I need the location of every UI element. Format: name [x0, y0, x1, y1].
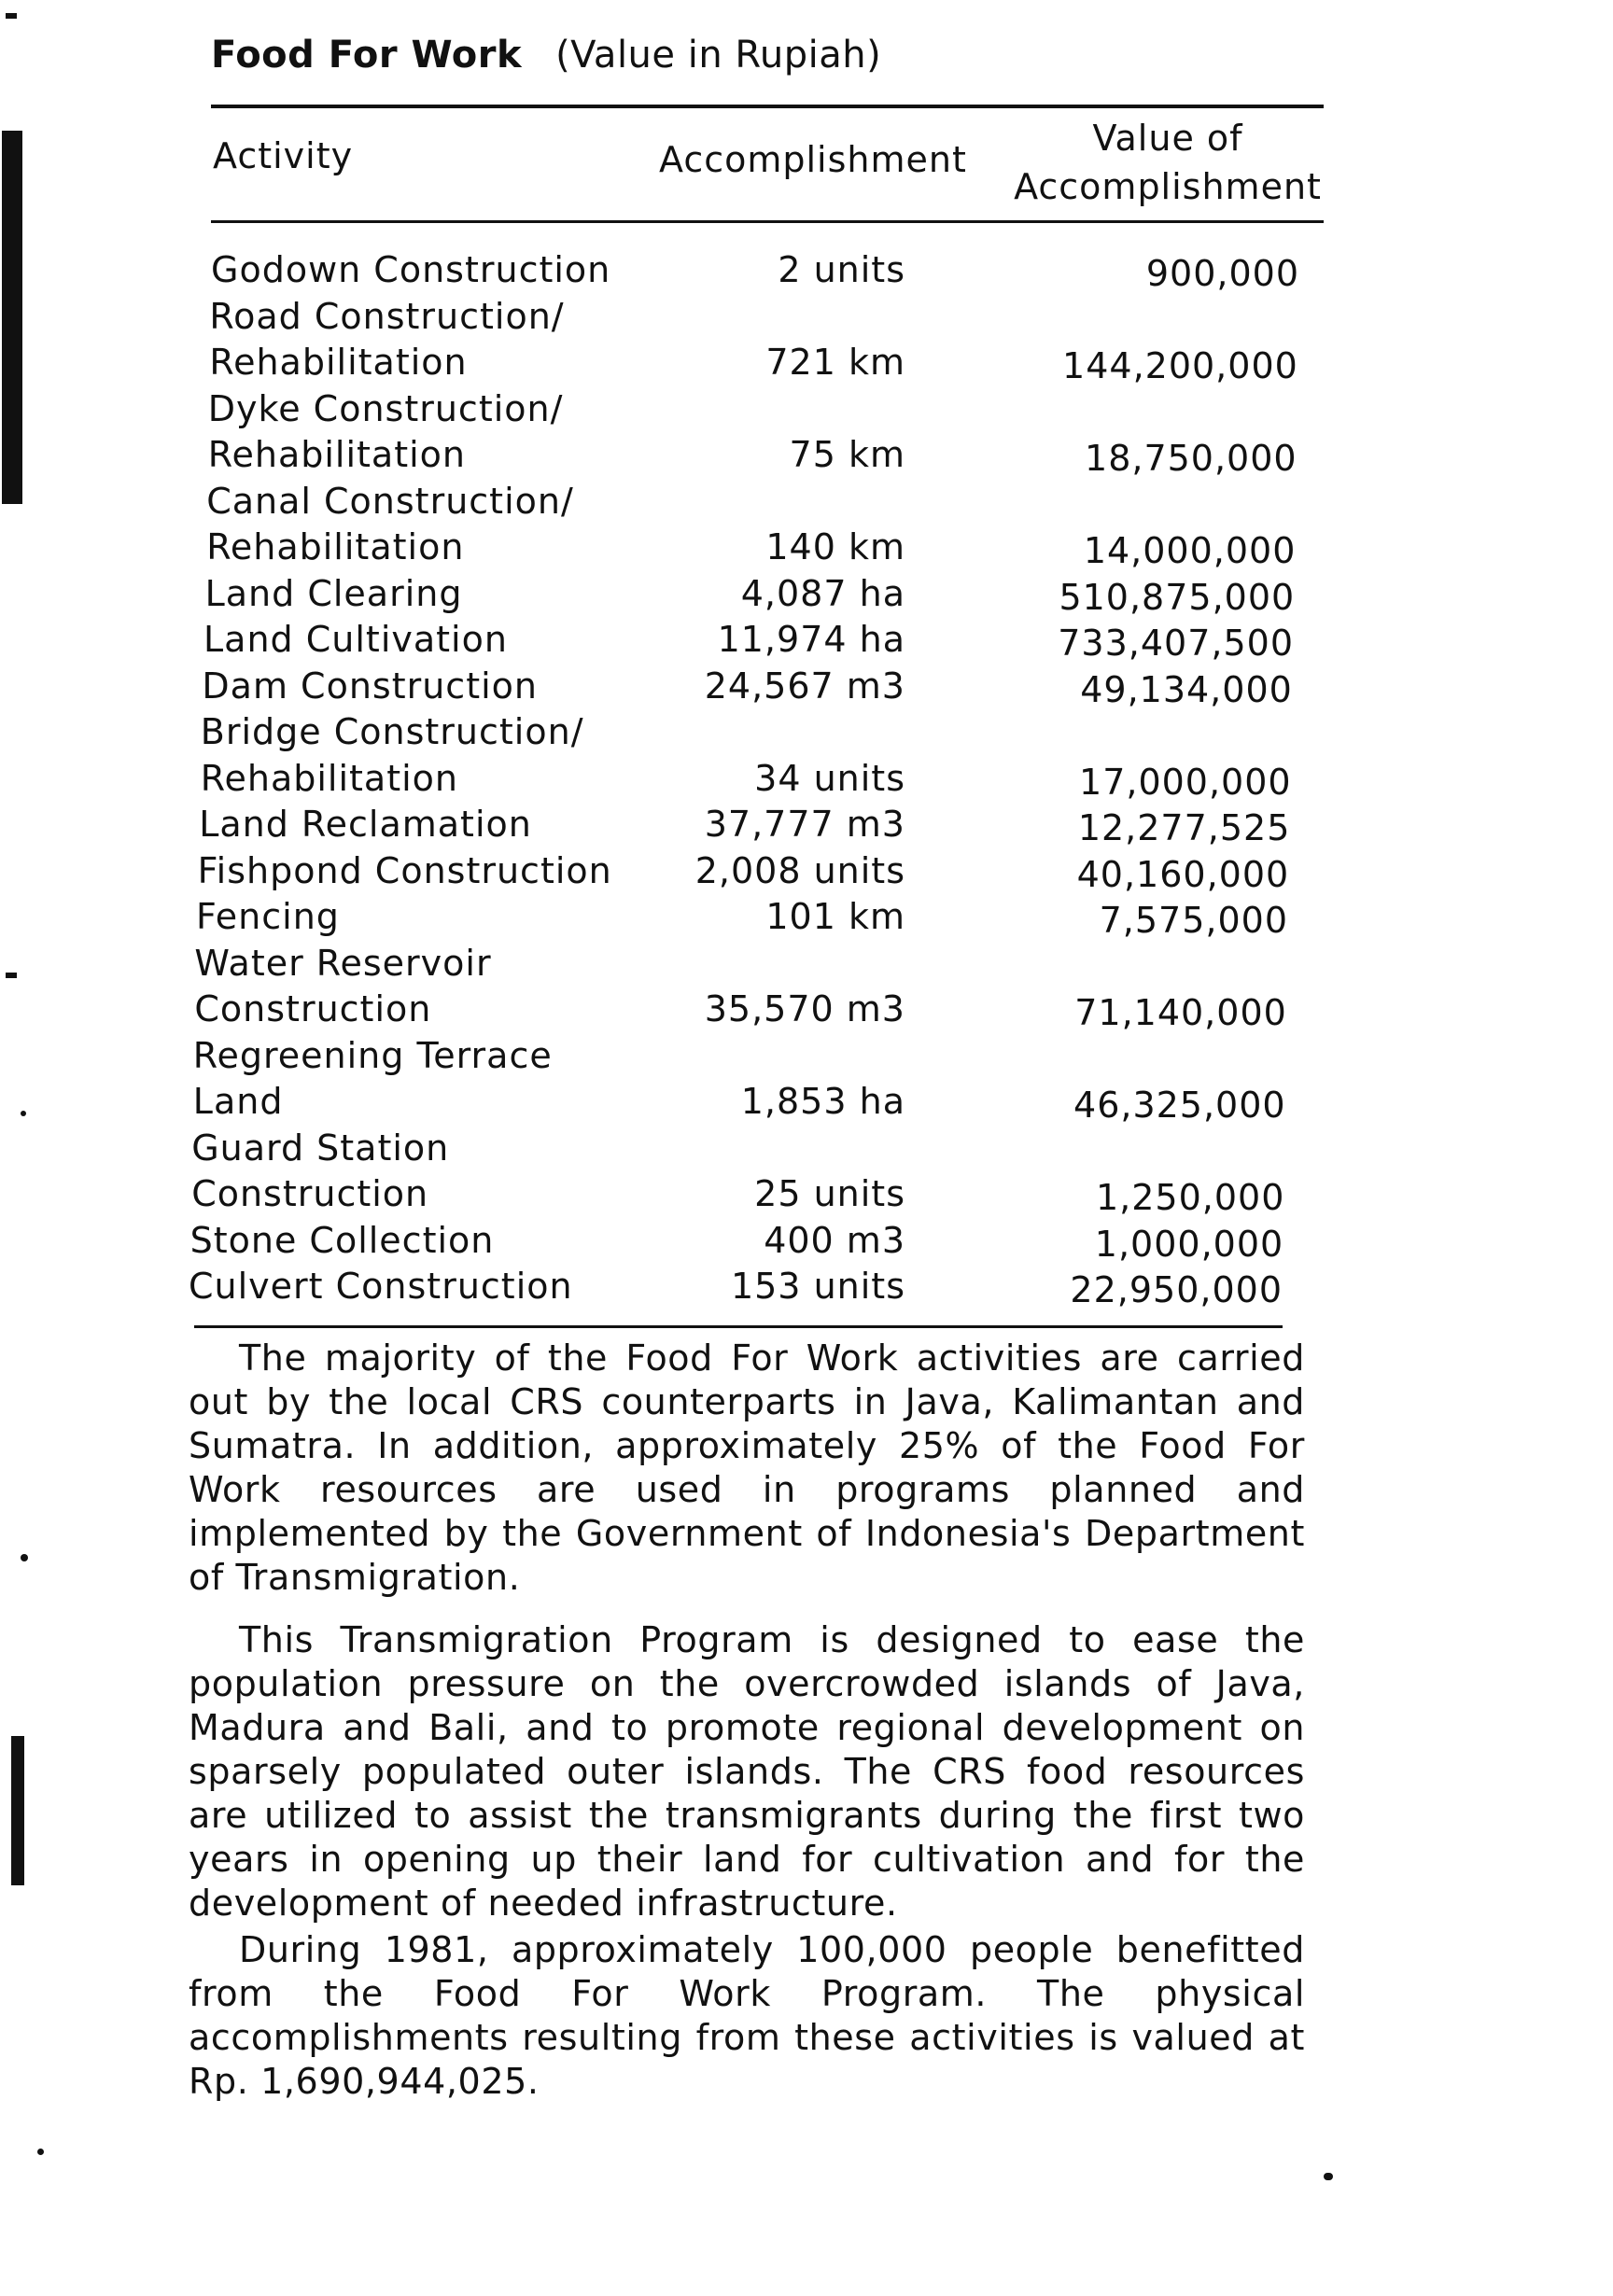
- accomplishment-cell: 400 m3: [764, 1219, 905, 1261]
- activity-cell: Regreening Terrace: [192, 1034, 553, 1076]
- activity-cell: Rehabilitation: [207, 434, 467, 475]
- activity-cell: Rehabilitation: [206, 526, 465, 567]
- activity-cell: Dyke Construction/: [207, 387, 564, 429]
- value-cell: 1,250,000: [1095, 1177, 1285, 1218]
- value-cell: 510,875,000: [1059, 576, 1296, 618]
- table-bottom-rule: [194, 1325, 1283, 1328]
- value-cell: 12,277,525: [1077, 807, 1291, 848]
- col-header-activity: Activity: [213, 135, 354, 176]
- activity-cell: Road Construction/: [209, 295, 565, 337]
- activity-cell: Stone Collection: [189, 1219, 495, 1261]
- activity-cell: Godown Construction: [211, 249, 611, 290]
- paragraph-results-1981: During 1981, approximately 100,000 people benefitted from the Food For Work Program. The physical accomplishments resulting from these activities is valued at Rp. 1,690,944,025.: [189, 1929, 1305, 2102]
- activity-cell: Land: [192, 1081, 284, 1122]
- value-cell: 71,140,000: [1074, 992, 1287, 1033]
- value-cell: 22,950,000: [1070, 1269, 1283, 1310]
- accomplishment-cell: 75 km: [789, 434, 905, 475]
- activity-cell: Construction: [191, 1173, 429, 1214]
- col-header-accomplishment: Accomplishment: [659, 139, 967, 180]
- value-cell: 46,325,000: [1073, 1085, 1286, 1126]
- accomplishment-cell: 153 units: [730, 1266, 905, 1307]
- accomplishment-cell: 24,567 m3: [704, 665, 905, 707]
- activity-cell: Dam Construction: [202, 665, 538, 707]
- table-title: [211, 34, 881, 77]
- scan-dash: [6, 973, 17, 978]
- value-cell: 733,407,500: [1058, 623, 1294, 664]
- accomplishment-cell: 25 units: [754, 1173, 905, 1214]
- accomplishment-cell: 721 km: [765, 342, 905, 383]
- value-cell: 900,000: [1145, 253, 1299, 294]
- activity-cell: Culvert Construction: [189, 1266, 573, 1307]
- accomplishment-cell: 34 units: [754, 757, 905, 799]
- accomplishment-cell: 101 km: [765, 896, 905, 937]
- activity-cell: Rehabilitation: [200, 757, 459, 799]
- accomplishment-cell: 2 units: [778, 249, 905, 290]
- title-note: (Value in Rupiah): [555, 34, 882, 77]
- scan-dot: [37, 2149, 44, 2155]
- scan-dot: [21, 1554, 28, 1561]
- accomplishment-cell: 35,570 m3: [704, 988, 905, 1029]
- accomplishment-cell: 11,974 ha: [717, 619, 905, 660]
- activity-cell: Water Reservoir: [194, 942, 492, 984]
- header-rule: [211, 220, 1324, 223]
- value-cell: 40,160,000: [1076, 853, 1290, 895]
- activity-cell: Land Reclamation: [199, 804, 532, 845]
- activity-cell: Canal Construction/: [206, 480, 574, 522]
- col-header-value: Value of Accomplishment: [1014, 118, 1322, 207]
- value-cell: 144,200,000: [1062, 345, 1298, 386]
- accomplishment-cell: 1,853 ha: [740, 1081, 905, 1122]
- value-cell: 1,000,000: [1094, 1223, 1284, 1265]
- scan-bar-left-lower: [11, 1736, 24, 1885]
- activity-cell: Fencing: [196, 896, 340, 937]
- scan-dot: [1324, 2173, 1333, 2180]
- value-cell: 49,134,000: [1080, 668, 1293, 710]
- table-top-rule: [211, 105, 1324, 108]
- activity-cell: Bridge Construction/: [200, 711, 584, 752]
- scan-mark-top: [6, 13, 17, 19]
- accomplishment-cell: 37,777 m3: [704, 804, 905, 845]
- value-cell: 17,000,000: [1079, 761, 1292, 803]
- activity-cell: Land Cultivation: [203, 619, 508, 660]
- paragraph-transmigration-intro: The majority of the Food For Work activities are carried out by the local CRS counterparts in Java, Kalimantan and Sumatra. In addition, approximately 25% of the Food For Work resources are used in programs planned and implemented by the Government of Indonesia's Department of Transmigration.: [189, 1337, 1305, 1598]
- title-text: Food For Work: [211, 34, 523, 77]
- activity-cell: Construction: [194, 988, 432, 1029]
- accomplishment-cell: 2,008 units: [694, 849, 905, 891]
- scan-dot: [21, 1111, 26, 1116]
- activity-cell: Rehabilitation: [209, 342, 468, 383]
- activity-cell: Land Clearing: [204, 572, 463, 614]
- value-cell: 14,000,000: [1083, 530, 1297, 571]
- paragraph-transmigration-program: This Transmigration Program is designed to ease the population pressure on the overcrowded islands of Java, Madura and Bali, and to promote regional development on sparsely populated outer islands. The CRS food resources are utilized to assist the transmigrants during the first two years in opening up their land for cultivation and for the development of needed infrastructure.: [189, 1619, 1305, 1924]
- accomplishment-cell: 4,087 ha: [740, 572, 905, 614]
- activity-cell: Fishpond Construction: [197, 849, 612, 891]
- activity-cell: Guard Station: [191, 1127, 450, 1169]
- value-cell: 7,575,000: [1099, 900, 1288, 941]
- accomplishment-cell: 140 km: [765, 526, 905, 567]
- value-cell: 18,750,000: [1085, 438, 1297, 479]
- scan-bar-left: [2, 131, 22, 504]
